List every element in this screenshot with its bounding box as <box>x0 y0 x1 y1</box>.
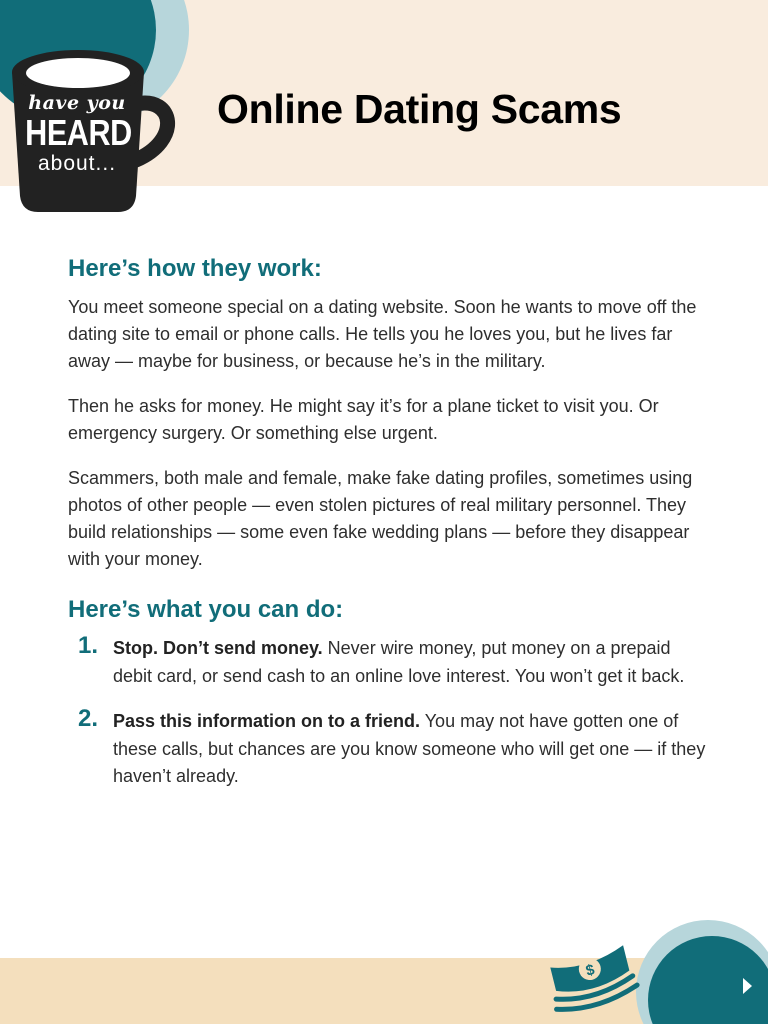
paragraph: You meet someone special on a dating website. Soon he wants to move off the dating site to email or phone calls. He tells you he loves you, but he lives far away — maybe for business, or because he’s in the military. <box>68 297 697 371</box>
money-symbol: $ <box>584 961 597 980</box>
step-text: You may not have gotten one of these calls, but chances are you know someone who will get one — if they haven’t already. <box>113 711 706 786</box>
logo-text <box>16 92 138 176</box>
money-bills-icon <box>545 944 639 1014</box>
main-content <box>68 254 708 791</box>
step-item <box>68 705 708 791</box>
step-number: 2. <box>78 705 99 732</box>
page-title: Online Dating Scams <box>217 86 622 132</box>
logo-have-you: have you <box>28 92 126 114</box>
what-you-can-do-heading: Here’s what you can do: <box>68 596 344 623</box>
step-lead: Stop. Don’t send money. <box>113 638 323 658</box>
steps-list <box>68 632 708 791</box>
step-text: Never wire money, put money on a prepaid debit card, or send cash to an online love interest. You won’t get it back. <box>113 638 685 686</box>
mug-opening <box>26 58 130 88</box>
step-lead: Pass this information on to a friend. <box>113 711 421 731</box>
step-number: 1. <box>78 632 99 659</box>
logo-heard: HEARD <box>25 112 132 153</box>
how-they-work-heading: Here’s how they work: <box>68 255 322 282</box>
footer-graphic <box>540 920 768 1024</box>
logo-about: about... <box>37 152 117 175</box>
step-item <box>68 632 708 690</box>
paragraph: Scammers, both male and female, make fake dating profiles, sometimes using photos of other people — even stolen pictures of real military personnel. They build relationships — some even fake wedding plans — before they disappear with your money. <box>68 468 693 569</box>
paragraph: Then he asks for money. He might say it’s for a plane ticket to visit you. Or emergency surgery. Or something else urgent. <box>68 396 659 443</box>
